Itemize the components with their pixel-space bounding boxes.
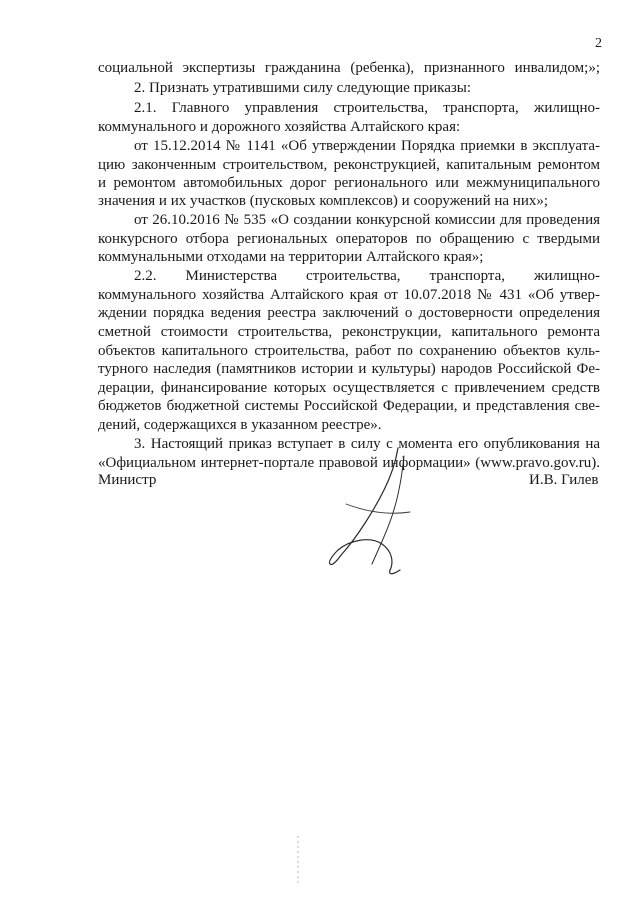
text-line: 2.1. Главного управления строительства, транспорта, жилищно- <box>134 100 600 116</box>
text-line: коммунальными отходами на территории Алтайского края»; <box>98 249 484 265</box>
text-line: социальной экспертизы гражданина (ребенка), признанного инвалидом;»; <box>98 60 600 76</box>
text-line: 3. Настоящий приказ вступает в силу с момента его опубликования на <box>134 436 600 452</box>
text-line: значения и их участков (пусковых комплексов) и сооружений на них»; <box>98 193 549 209</box>
text-line: объектов капитального строительства, работ по сохранению объектов куль- <box>98 343 600 359</box>
text-line: ждении порядка ведения реестра заключений о достоверности определения <box>98 305 600 321</box>
text-line: дерации, финансирование которых осуществляется с привлечением средств <box>98 380 600 396</box>
text-line: бюджетов бюджетной системы Российской Федерации, и представления све- <box>98 398 600 414</box>
text-line: турного наследия (памятников истории и культуры) народов Российской Фе- <box>98 361 600 377</box>
text-line: от 15.12.2014 № 1141 «Об утверждении Порядка приемки в эксплуата- <box>134 138 600 154</box>
text-line: цию законченным строительством, реконструкцией, капитальным ремонтом <box>98 157 600 173</box>
text-line: конкурсного отбора региональных операторов по обращению с твердыми <box>98 231 600 247</box>
text-line: коммунального и дорожного хозяйства Алтайского края: <box>98 119 461 135</box>
handwritten-signature <box>322 446 432 578</box>
text-line: 2. Признать утратившими силу следующие приказы: <box>134 80 472 96</box>
text-line: дений, содержащихся в указанном реестре». <box>98 417 382 433</box>
signatory-name: И.В. Гилев <box>529 472 599 488</box>
text-line: «Официальном интернет-портале правовой информации» (www.pravo.gov.ru). <box>98 455 600 471</box>
text-line: сметной стоимости строительства, реконструкции, капитального ремонта <box>98 324 600 340</box>
page-number: 2 <box>595 36 602 51</box>
scan-artifact <box>297 836 299 886</box>
text-line: и ремонтом автомобильных дорог регионального или межмуниципального <box>98 175 600 191</box>
text-line: коммунального хозяйства Алтайского края от 10.07.2018 № 431 «Об утвер- <box>98 287 600 303</box>
text-line: 2.2. Министерства строительства, транспорта, жилищно- <box>134 268 600 284</box>
signatory-title: Министр <box>98 472 157 488</box>
text-line: от 26.10.2016 № 535 «О создании конкурсной комиссии для проведения <box>134 212 600 228</box>
